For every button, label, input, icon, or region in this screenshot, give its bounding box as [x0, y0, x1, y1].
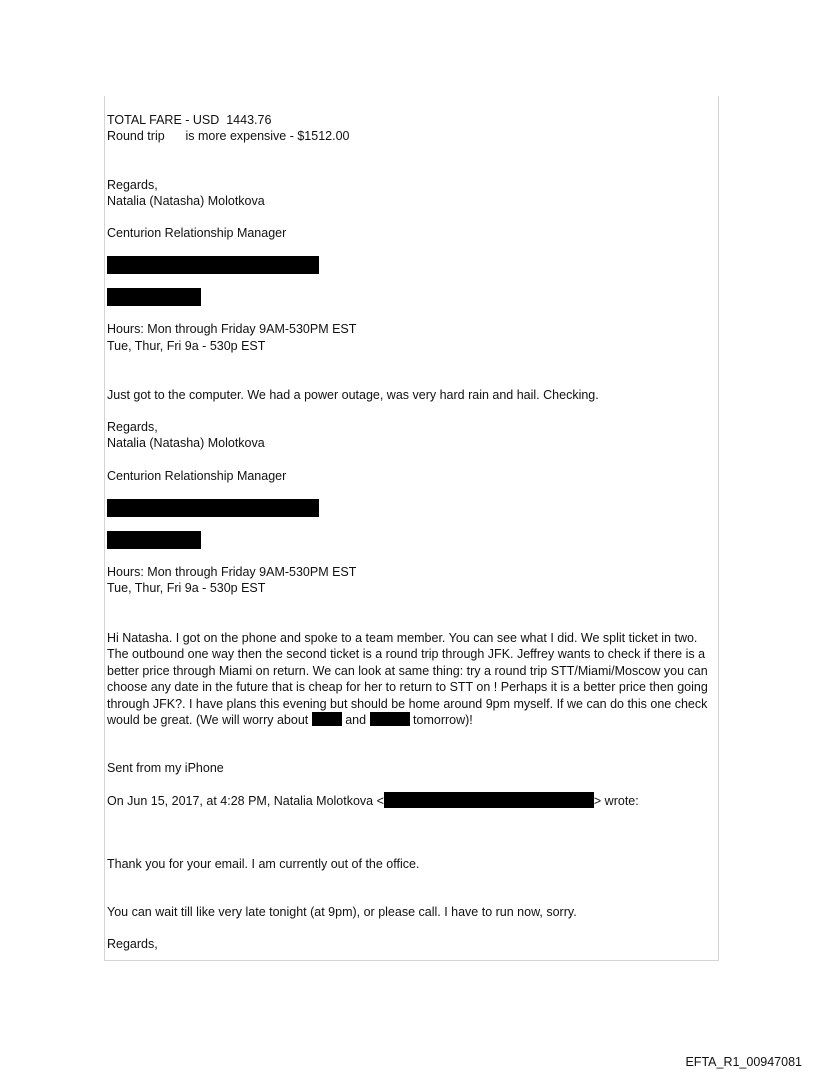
signature-regards: Regards,	[107, 420, 158, 434]
sent-from-line: Sent from my iPhone	[107, 761, 224, 775]
auto-reply-regards: Regards,	[107, 937, 158, 951]
quote-prefix: On Jun 15, 2017, at 4:28 PM, Natalia Molotkova <	[107, 794, 384, 808]
signature-hours-alt: Tue, Thur, Fri 9a - 530p EST	[107, 581, 266, 595]
quote-suffix: > wrote:	[593, 794, 639, 808]
signature-name: Natalia (Natasha) Molotkova	[107, 194, 265, 208]
signature-hours: Hours: Mon through Friday 9AM-530PM EST	[107, 565, 357, 579]
signature-title: Centurion Relationship Manager	[107, 469, 287, 483]
document-id: EFTA_R1_00947081	[685, 1055, 802, 1069]
auto-reply-line: Thank you for your email. I am currently out of the office.	[107, 857, 420, 871]
redacted-block	[107, 531, 201, 549]
redacted-block	[107, 288, 201, 306]
message-body	[107, 630, 719, 728]
roundtrip-fare-line: Round trip is more expensive - $1512.00	[107, 129, 350, 143]
auto-reply-line: You can wait till like very late tonight (at 9pm), or please call. I have to run now, sorry.	[107, 905, 577, 919]
redacted-email	[384, 792, 594, 808]
message-and-word: and	[345, 713, 367, 728]
signature-regards: Regards,	[107, 178, 158, 192]
redacted-inline	[370, 712, 410, 726]
quote-header	[107, 792, 639, 809]
signature-hours: Hours: Mon through Friday 9AM-530PM EST	[107, 322, 357, 336]
signature-title: Centurion Relationship Manager	[107, 226, 287, 240]
message-tail: tomorrow)!	[413, 713, 473, 728]
signature-name: Natalia (Natasha) Molotkova	[107, 436, 265, 450]
redacted-inline	[312, 712, 342, 726]
redacted-block	[107, 499, 319, 517]
total-fare-line: TOTAL FARE - USD 1443.76	[107, 113, 272, 127]
message-body-text: Hi Natasha. I got on the phone and spoke to a team member. You can see what I did. We split ticket in two. The outbound one way then the second ticket is a round trip through JFK. Jeffrey wants to check if there is a better price through Miami on return. We can look at same thing: try a round trip STT/Miami/Moscow you can choose any date in the future that is cheap for her to return to STT on ! Perhaps it is a better price then going through JFK?. I have plans this evening but should be home around 9pm myself. If we can do this one check would be great. (We will worry about	[107, 631, 708, 728]
redacted-block	[107, 256, 319, 274]
signature-hours-alt: Tue, Thur, Fri 9a - 530p EST	[107, 339, 266, 353]
reply-text: Just got to the computer. We had a power outage, was very hard rain and hail. Checking.	[107, 388, 599, 402]
